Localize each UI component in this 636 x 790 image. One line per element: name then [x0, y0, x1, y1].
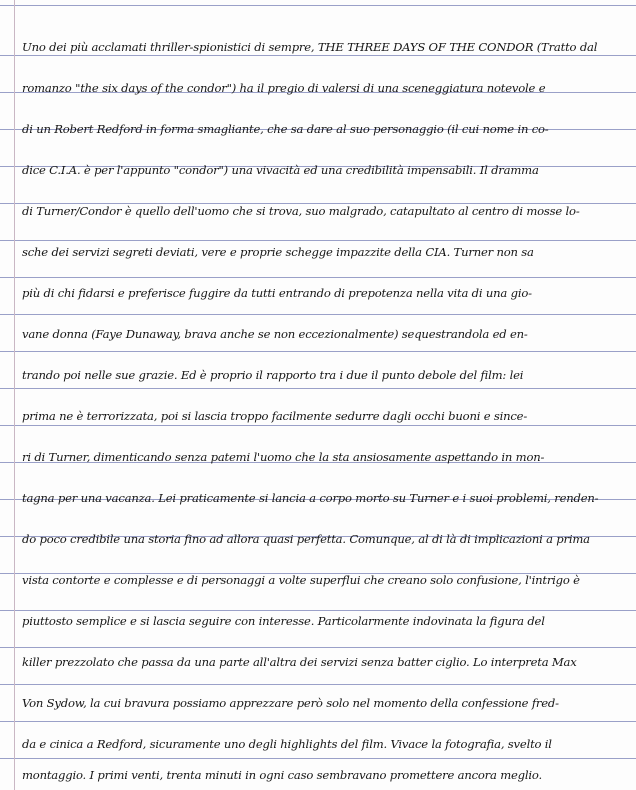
text-line: ri di Turner, dimenticando senza patemi l'uomo che la sta ansiosamente aspettando in mon- [22, 450, 545, 464]
text-line: di un Robert Redford in forma smagliante, che sa dare al suo personaggio (il cui nome in co- [22, 122, 549, 136]
text-line: killer prezzolato che passa da una parte all'altra dei servizi senza batter ciglio. Lo interpreta Max [22, 655, 577, 669]
text-line: trando poi nelle sue grazie. Ed è proprio il rapporto tra i due il punto debole del film: lei [22, 368, 524, 382]
text-line: vista contorte e complesse e di personaggi a volte superflui che creano solo confusione, l'intrigo è [22, 573, 580, 587]
text-line: più di chi fidarsi e preferisce fuggire da tutti entrando di prepotenza nella vita di una gio- [22, 286, 532, 300]
text-line: do poco credibile una storia fino ad allora quasi perfetta. Comunque, al di là di implicazioni a prima [22, 532, 590, 546]
text-line: dice C.I.A. è per l'appunto "condor") una vivacità ed una credibilità impensabili. Il dramma [22, 163, 539, 177]
text-line: da e cinica a Redford, sicuramente uno degli highlights del film. Vivace la fotografia, svelto il [22, 737, 552, 751]
text-line: tagna per una vacanza. Lei praticamente si lancia a corpo morto su Turner e i suoi problemi, renden- [22, 491, 599, 505]
text-line: montaggio. I primi venti, trenta minuti in ogni caso sembravano promettere ancora meglio. [22, 768, 542, 782]
text-line: prima ne è terrorizzata, poi si lascia troppo facilmente sedurre dagli occhi buoni e since- [22, 409, 528, 423]
text-line: piuttosto semplice e si lascia seguire con interesse. Particolarmente indovinata la figura del [22, 614, 545, 628]
text-line: sche dei servizi segreti deviati, vere e proprie schegge impazzite della CIA. Turner non sa [22, 245, 534, 259]
text-line: Uno dei più acclamati thriller-spionistici di sempre, THE THREE DAYS OF THE CONDOR (Tratto dal [22, 40, 598, 54]
text-line: Von Sydow, la cui bravura possiamo apprezzare però solo nel momento della confessione fred- [22, 696, 559, 710]
text-line: vane donna (Faye Dunaway, brava anche se non eccezionalmente) sequestrandola ed en- [22, 327, 528, 341]
text-line: romanzo "the six days of the condor") ha il pregio di valersi di una sceneggiatura notevole e [22, 81, 546, 95]
page-margin-line [14, 0, 15, 790]
text-line: di Turner/Condor è quello dell'uomo che si trova, suo malgrado, catapultato al centro di mosse lo- [22, 204, 580, 218]
